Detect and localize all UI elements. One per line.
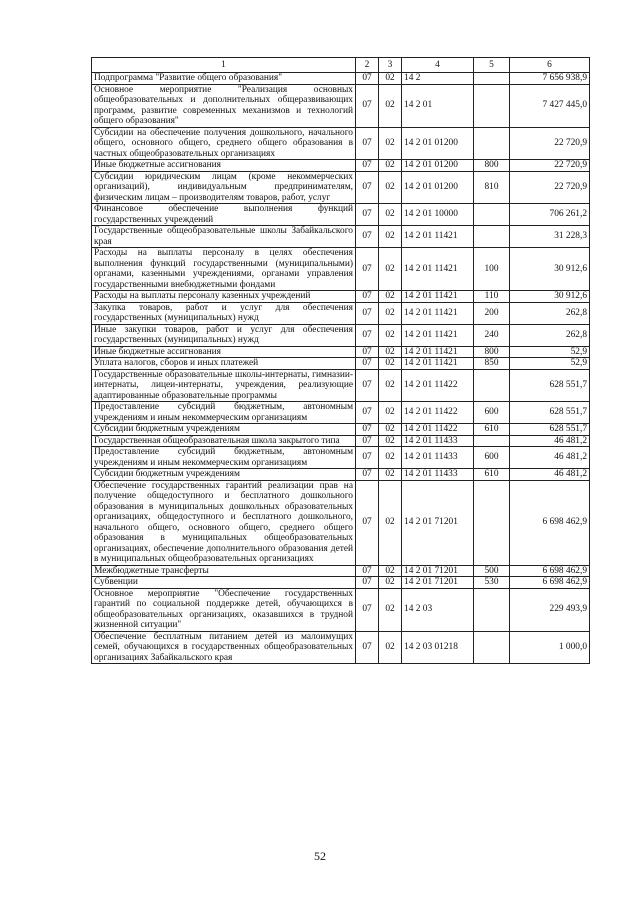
- row-subsection-cell: 02: [379, 565, 402, 577]
- row-name-cell: Обеспечение государственных гарантий реализации прав на получение общедоступного и бесплатного дошкольного образования в муниципальных дошкольных образовательных организациях, общедоступного и бесплатного дошкольного, начального общего, основного общего, среднего общего образования в муниципальных общеобразовательных организациях, обеспечение дополнительного образования детей в муниципальных общеобразовательных организациях: [92, 480, 356, 565]
- row-subsection-cell: 02: [379, 346, 402, 358]
- row-subsection-cell: 02: [379, 424, 402, 436]
- table-row: [92, 588, 590, 631]
- row-amount-cell: 628 551,7: [510, 424, 590, 436]
- row-section-cell: 07: [356, 369, 379, 402]
- row-name-cell: Расходы на выплаты персоналу казенных учреждений: [92, 291, 356, 303]
- header-col-4: 4: [402, 58, 474, 73]
- row-name-cell: Субсидии бюджетным учреждениям: [92, 424, 356, 436]
- row-section-cell: 07: [356, 171, 379, 204]
- row-subsection-cell: 02: [379, 302, 402, 324]
- row-subsection-cell: 02: [379, 324, 402, 346]
- row-amount-cell: 31 228,3: [510, 226, 590, 248]
- table-row: [92, 631, 590, 664]
- header-col-1: 1: [92, 58, 356, 73]
- table-row: [92, 302, 590, 324]
- row-target-article-cell: 14 2 01 11421: [402, 324, 474, 346]
- header-col-2: 2: [356, 58, 379, 73]
- row-subsection-cell: 02: [379, 73, 402, 85]
- row-subsection-cell: 02: [379, 358, 402, 370]
- table-row: [92, 226, 590, 248]
- row-name-cell: Предоставление субсидий бюджетным, автономным учреждениям и иным некоммерческим организациям: [92, 447, 356, 469]
- table-row: [92, 369, 590, 402]
- table-row: [92, 171, 590, 204]
- row-name-cell: Субсидии юридическим лицам (кроме некоммерческих организаций), индивидуальным предпринимателям, физическим лицам – производителям товаров, работ, услуг: [92, 171, 356, 204]
- row-amount-cell: 628 551,7: [510, 402, 590, 424]
- row-amount-cell: 46 481,2: [510, 447, 590, 469]
- row-target-article-cell: 14 2 01 11433: [402, 447, 474, 469]
- row-name-cell: Уплата налогов, сборов и иных платежей: [92, 358, 356, 370]
- row-subsection-cell: 02: [379, 84, 402, 127]
- row-amount-cell: 22 720,9: [510, 171, 590, 204]
- table-row: [92, 204, 590, 226]
- row-subsection-cell: 02: [379, 480, 402, 565]
- row-amount-cell: 52,9: [510, 346, 590, 358]
- row-section-cell: 07: [356, 447, 379, 469]
- row-target-article-cell: 14 2 01 11433: [402, 435, 474, 447]
- row-section-cell: 07: [356, 73, 379, 85]
- row-name-cell: Иные бюджетные ассигнования: [92, 346, 356, 358]
- row-section-cell: 07: [356, 588, 379, 631]
- row-amount-cell: 30 912,6: [510, 291, 590, 303]
- row-name-cell: Обеспечение бесплатным питанием детей из малоимущих семей, обучающихся в государственных общеобразовательных организациях Забайкальского края: [92, 631, 356, 664]
- row-target-article-cell: 14 2: [402, 73, 474, 85]
- row-expense-type-cell: 530: [474, 577, 510, 589]
- table-row: [92, 346, 590, 358]
- row-target-article-cell: 14 2 01 01200: [402, 171, 474, 204]
- header-col-3: 3: [379, 58, 402, 73]
- row-target-article-cell: 14 2 01: [402, 84, 474, 127]
- row-name-cell: Иные закупки товаров, работ и услуг для обеспечения государственных (муниципальных) нужд: [92, 324, 356, 346]
- row-amount-cell: 262,8: [510, 302, 590, 324]
- row-amount-cell: 6 698 462,9: [510, 565, 590, 577]
- row-name-cell: Субсидии бюджетным учреждениям: [92, 469, 356, 481]
- row-name-cell: Межбюджетные трансферты: [92, 565, 356, 577]
- row-name-cell: Государственные общеобразовательные школы Забайкальского края: [92, 226, 356, 248]
- table-row: [92, 160, 590, 172]
- row-name-cell: Предоставление субсидий бюджетным, автономным учреждениям и иным некоммерческим организациям: [92, 402, 356, 424]
- row-section-cell: 07: [356, 324, 379, 346]
- row-name-cell: Основное мероприятие "Обеспечение государственных гарантий по социальной поддержке детей, обучающихся в общеобразовательных организациях, оказавшихся в трудной жизненной ситуации": [92, 588, 356, 631]
- row-section-cell: 07: [356, 291, 379, 303]
- row-target-article-cell: 14 2 03: [402, 588, 474, 631]
- row-amount-cell: 7 427 445,0: [510, 84, 590, 127]
- row-target-article-cell: 14 2 01 71201: [402, 565, 474, 577]
- row-subsection-cell: 02: [379, 204, 402, 226]
- row-amount-cell: 7 656 938,9: [510, 73, 590, 85]
- row-section-cell: 07: [356, 160, 379, 172]
- row-section-cell: 07: [356, 402, 379, 424]
- row-amount-cell: 1 000,0: [510, 631, 590, 664]
- row-amount-cell: 46 481,2: [510, 469, 590, 481]
- row-subsection-cell: 02: [379, 226, 402, 248]
- row-expense-type-cell: 600: [474, 402, 510, 424]
- row-expense-type-cell: 810: [474, 171, 510, 204]
- row-section-cell: 07: [356, 631, 379, 664]
- row-expense-type-cell: 200: [474, 302, 510, 324]
- table-row: [92, 248, 590, 291]
- row-section-cell: 07: [356, 577, 379, 589]
- row-amount-cell: 229 493,9: [510, 588, 590, 631]
- row-amount-cell: 30 912,6: [510, 248, 590, 291]
- row-section-cell: 07: [356, 565, 379, 577]
- row-target-article-cell: 14 2 01 71201: [402, 577, 474, 589]
- row-target-article-cell: 14 2 01 11422: [402, 402, 474, 424]
- row-target-article-cell: 14 2 01 11421: [402, 248, 474, 291]
- row-amount-cell: 628 551,7: [510, 369, 590, 402]
- table-row: [92, 565, 590, 577]
- row-name-cell: Иные бюджетные ассигнования: [92, 160, 356, 172]
- table-row: [92, 324, 590, 346]
- row-expense-type-cell: [474, 435, 510, 447]
- row-name-cell: Подпрограмма "Развитие общего образования": [92, 73, 356, 85]
- row-target-article-cell: 14 2 01 11433: [402, 469, 474, 481]
- table-row: [92, 447, 590, 469]
- row-expense-type-cell: 110: [474, 291, 510, 303]
- row-target-article-cell: 14 2 01 11421: [402, 302, 474, 324]
- header-col-6: 6: [510, 58, 590, 73]
- row-amount-cell: 262,8: [510, 324, 590, 346]
- header-col-5: 5: [474, 58, 510, 73]
- row-expense-type-cell: 800: [474, 160, 510, 172]
- row-amount-cell: 6 698 462,9: [510, 480, 590, 565]
- row-expense-type-cell: [474, 204, 510, 226]
- row-subsection-cell: 02: [379, 469, 402, 481]
- row-target-article-cell: 14 2 01 11422: [402, 424, 474, 436]
- row-section-cell: 07: [356, 248, 379, 291]
- row-amount-cell: 46 481,2: [510, 435, 590, 447]
- row-section-cell: 07: [356, 346, 379, 358]
- table-row: [92, 291, 590, 303]
- table-row: [92, 424, 590, 436]
- row-target-article-cell: 14 2 01 11421: [402, 358, 474, 370]
- row-name-cell: Государственная общеобразовательная школа закрытого типа: [92, 435, 356, 447]
- row-section-cell: 07: [356, 84, 379, 127]
- row-expense-type-cell: [474, 480, 510, 565]
- row-expense-type-cell: 100: [474, 248, 510, 291]
- table-row: [92, 402, 590, 424]
- row-expense-type-cell: [474, 127, 510, 160]
- row-name-cell: Субвенции: [92, 577, 356, 589]
- row-section-cell: 07: [356, 358, 379, 370]
- row-section-cell: 07: [356, 435, 379, 447]
- page-number: 52: [314, 849, 326, 863]
- row-target-article-cell: 14 2 01 01200: [402, 160, 474, 172]
- row-amount-cell: 706 261,2: [510, 204, 590, 226]
- row-amount-cell: 52,9: [510, 358, 590, 370]
- row-expense-type-cell: 800: [474, 346, 510, 358]
- row-name-cell: Основное мероприятие "Реализация основных общеобразовательных и дополнительных общеразвивающих программ, развитие современных механизмов и технологий общего образования": [92, 84, 356, 127]
- table-header-row: [92, 58, 590, 73]
- row-target-article-cell: 14 2 01 11421: [402, 346, 474, 358]
- row-expense-type-cell: 240: [474, 324, 510, 346]
- row-subsection-cell: 02: [379, 127, 402, 160]
- row-amount-cell: 22 720,9: [510, 160, 590, 172]
- row-expense-type-cell: [474, 631, 510, 664]
- row-subsection-cell: 02: [379, 291, 402, 303]
- row-amount-cell: 6 698 462,9: [510, 577, 590, 589]
- row-section-cell: 07: [356, 469, 379, 481]
- table-row: [92, 84, 590, 127]
- row-expense-type-cell: [474, 369, 510, 402]
- row-target-article-cell: 14 2 01 10000: [402, 204, 474, 226]
- row-subsection-cell: 02: [379, 248, 402, 291]
- row-subsection-cell: 02: [379, 588, 402, 631]
- row-subsection-cell: 02: [379, 369, 402, 402]
- table-row: [92, 469, 590, 481]
- row-name-cell: Субсидии на обеспечение получения дошкольного, начального общего, основного общего, среднего общего образования в частных общеобразовательных организациях: [92, 127, 356, 160]
- row-subsection-cell: 02: [379, 577, 402, 589]
- row-section-cell: 07: [356, 204, 379, 226]
- row-subsection-cell: 02: [379, 447, 402, 469]
- table-row: [92, 435, 590, 447]
- row-expense-type-cell: 610: [474, 424, 510, 436]
- row-expense-type-cell: 610: [474, 469, 510, 481]
- row-target-article-cell: 14 2 01 11422: [402, 369, 474, 402]
- row-name-cell: Расходы на выплаты персоналу в целях обеспечения выполнения функций государственными (муниципальными) органами, казенными учреждениями, органами управления государственными внебюджетными фондами: [92, 248, 356, 291]
- table-row: [92, 358, 590, 370]
- table-row: [92, 480, 590, 565]
- row-expense-type-cell: 850: [474, 358, 510, 370]
- row-target-article-cell: 14 2 03 01218: [402, 631, 474, 664]
- table-row: [92, 577, 590, 589]
- row-expense-type-cell: [474, 73, 510, 85]
- budget-table: [91, 57, 590, 664]
- row-section-cell: 07: [356, 424, 379, 436]
- row-target-article-cell: 14 2 01 71201: [402, 480, 474, 565]
- row-name-cell: Финансовое обеспечение выполнения функций государственных учреждений: [92, 204, 356, 226]
- row-section-cell: 07: [356, 226, 379, 248]
- row-target-article-cell: 14 2 01 11421: [402, 291, 474, 303]
- row-target-article-cell: 14 2 01 11421: [402, 226, 474, 248]
- table-row: [92, 127, 590, 160]
- row-subsection-cell: 02: [379, 171, 402, 204]
- row-expense-type-cell: 500: [474, 565, 510, 577]
- row-target-article-cell: 14 2 01 01200: [402, 127, 474, 160]
- table-body: [92, 73, 590, 664]
- row-expense-type-cell: [474, 226, 510, 248]
- row-expense-type-cell: 600: [474, 447, 510, 469]
- row-expense-type-cell: [474, 84, 510, 127]
- row-amount-cell: 22 720,9: [510, 127, 590, 160]
- row-subsection-cell: 02: [379, 631, 402, 664]
- row-subsection-cell: 02: [379, 402, 402, 424]
- row-subsection-cell: 02: [379, 160, 402, 172]
- row-section-cell: 07: [356, 480, 379, 565]
- table-row: [92, 73, 590, 85]
- row-name-cell: Закупка товаров, работ и услуг для обеспечения государственных (муниципальных) нужд: [92, 302, 356, 324]
- row-section-cell: 07: [356, 302, 379, 324]
- row-expense-type-cell: [474, 588, 510, 631]
- row-section-cell: 07: [356, 127, 379, 160]
- row-subsection-cell: 02: [379, 435, 402, 447]
- row-name-cell: Государственные образовательные школы-интернаты, гимназии-интернаты, лицеи-интернаты, учреждения, реализующие адаптированные образовательные программы: [92, 369, 356, 402]
